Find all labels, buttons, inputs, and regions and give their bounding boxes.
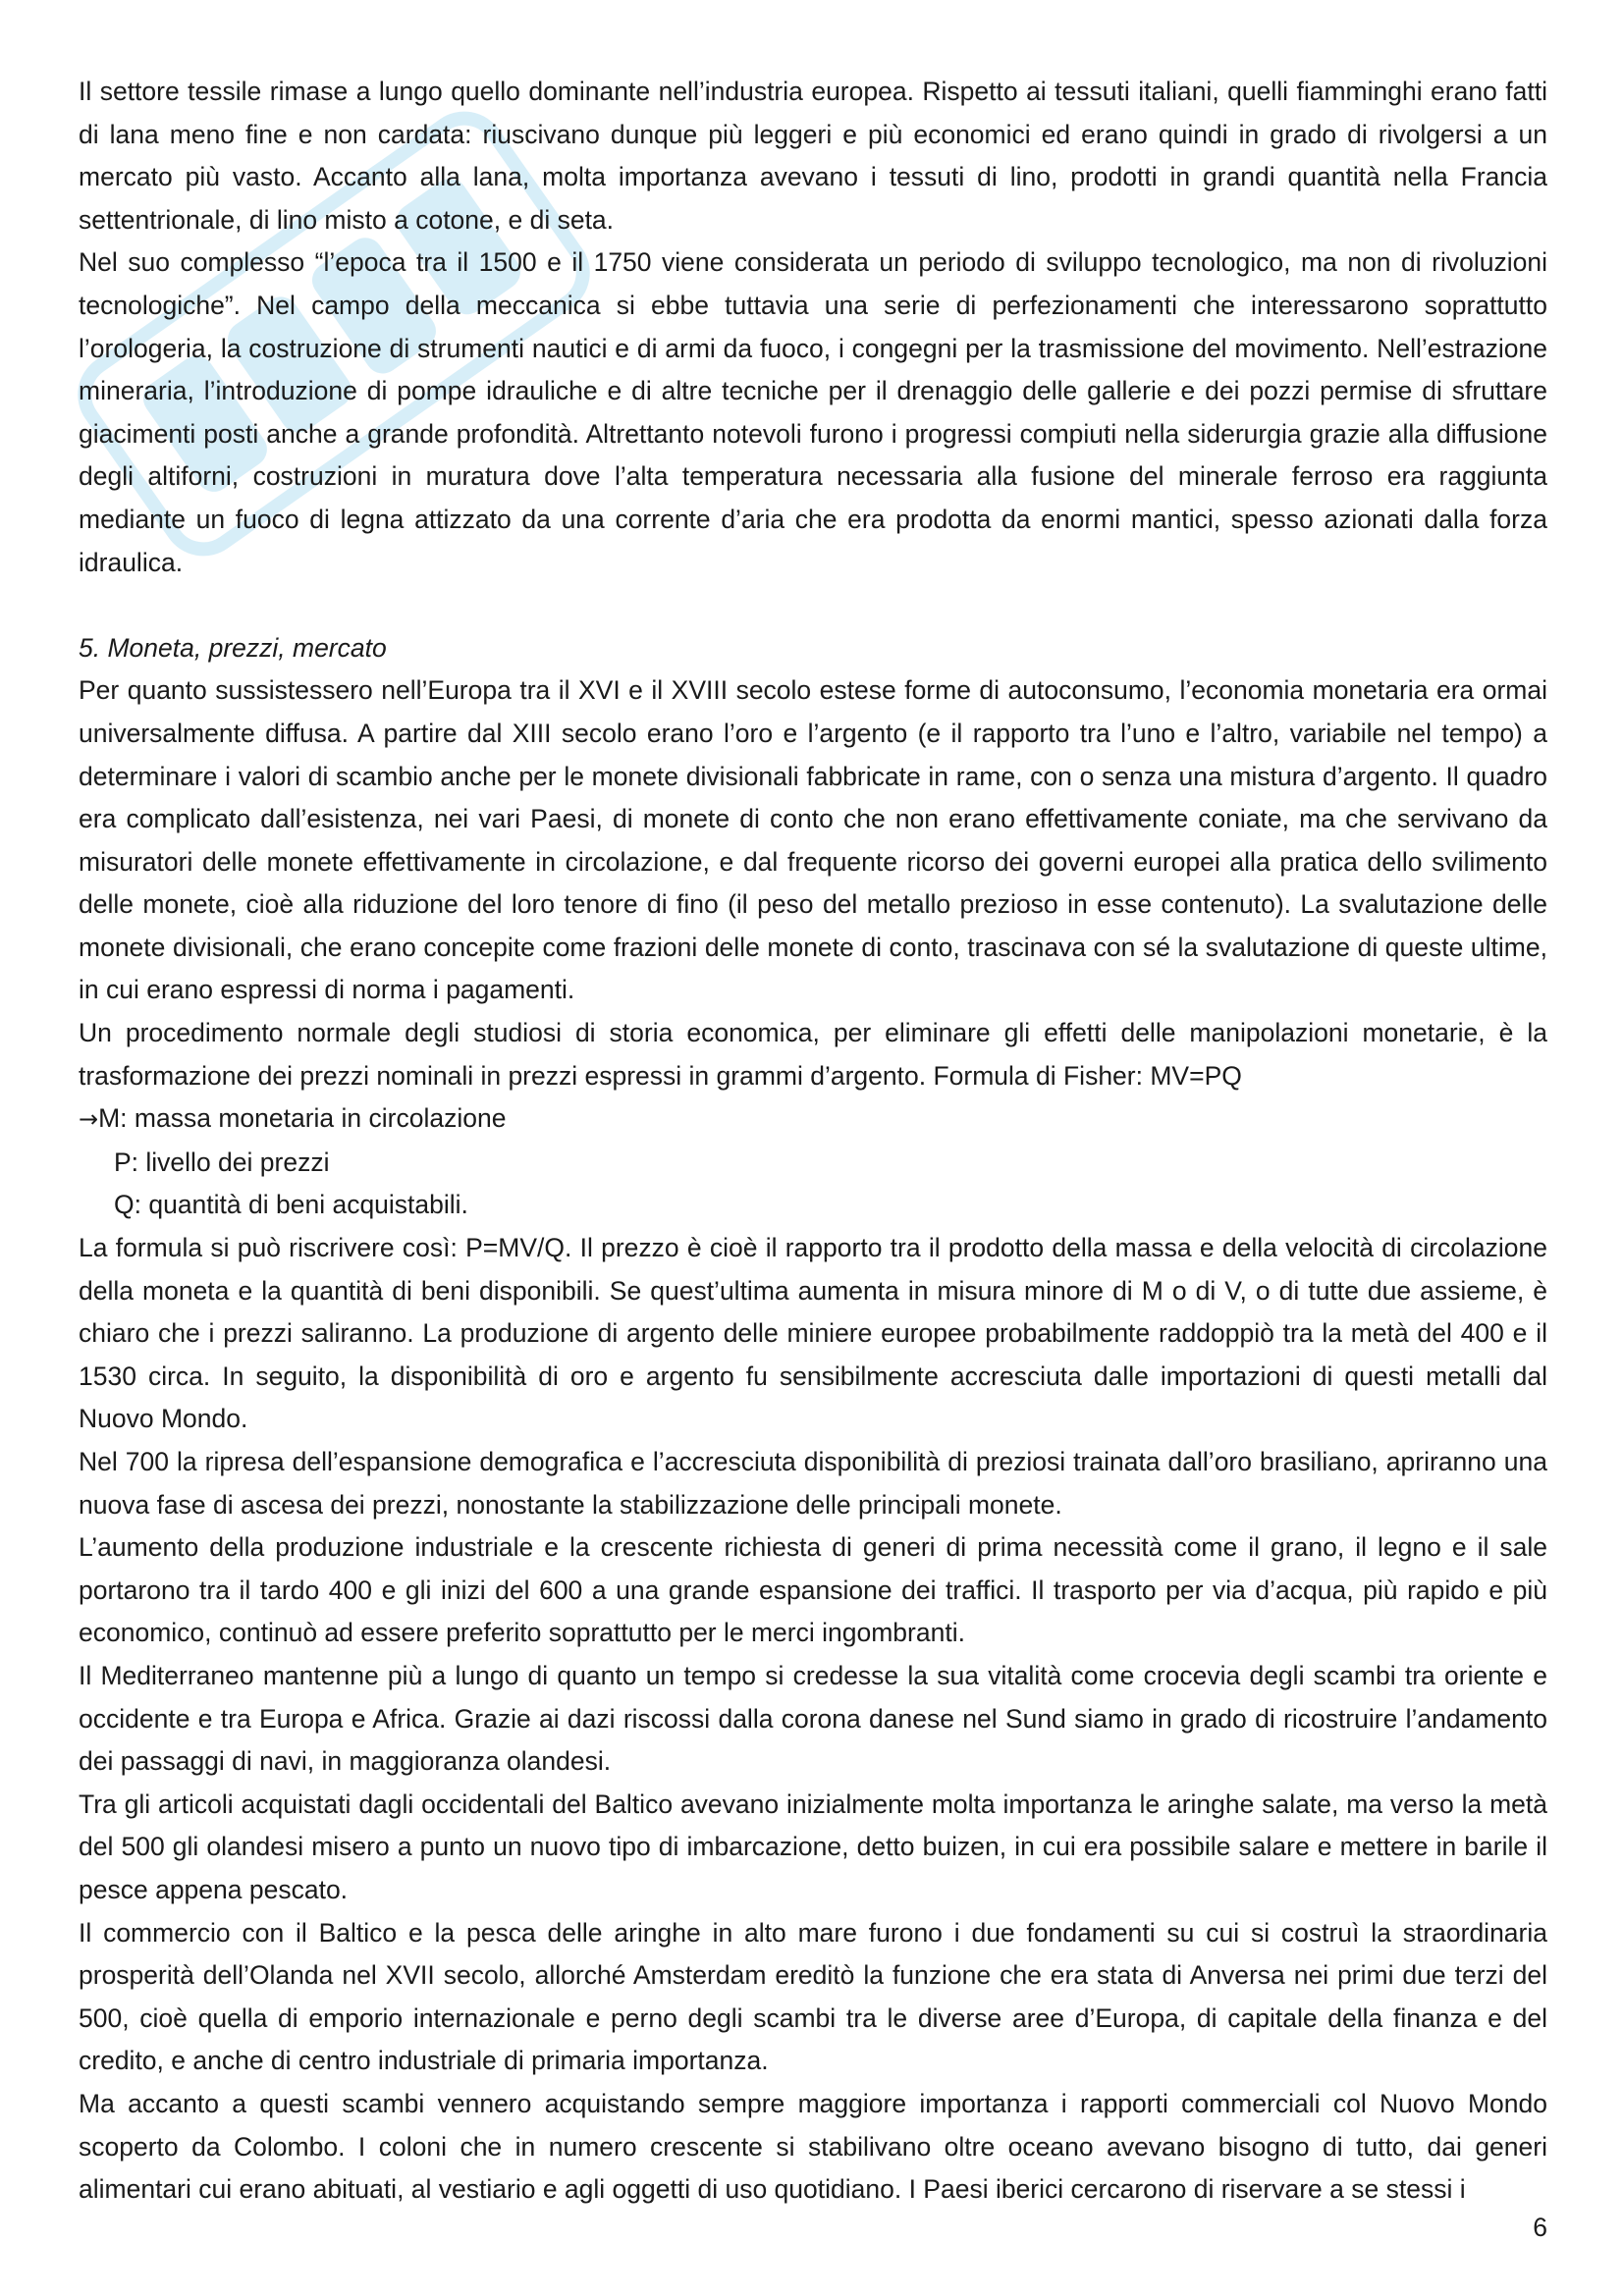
right-arrow-icon: → (79, 1105, 99, 1134)
document-body (79, 71, 1547, 2212)
paragraph-new-world: Ma accanto a questi scambi vennero acquistando sempre maggiore importanza i rapporti commerciali col Nuovo Mondo scoperto da Colombo. I coloni che in numero crescente si stabilivano oltre oceano avevano bisogno di tutto, dai generi alimentari cui erano abituati, al vestiario e agli oggetti di uso quotidiano. I Paesi iberici cercarono di riservare a se stessi i (79, 2088, 1547, 2205)
section-heading: 5. Moneta, prezzi, mercato (79, 632, 387, 663)
paragraph-holland-prosperity: Il commercio con il Baltico e la pesca delle aringhe in alto mare furono i due fondamenti su cui si costruì la straordinaria prosperità dell’Olanda nel XVII secolo, allorché Amsterdam ereditò la funzione che era stata di Anversa nei primi due terzi del 500, cioè quella di emporio internazionale e perno degli scambi tra le diverse aree d’Europa, di capitale della finanza e del credito, e anche di centro industriale di primaria importanza. (79, 1917, 1547, 2076)
paragraph-textile-sector: Il settore tessile rimase a lungo quello dominante nell’industria europea. Rispetto ai tessuti italiani, quelli fiamminghi erano fatti di lana meno fine e non cardata: riuscivano dunque più leggeri e più economici ed erano quindi in grado di rivolgersi a un mercato più vasto. Accanto alla lana, molta importanza avevano i tessuti di lino, prodotti in grandi quantità nella Francia settentrionale, di lino misto a cotone, e di seta. (79, 77, 1547, 235)
paragraph-mediterranean: Il Mediterraneo mantenne più a lungo di quanto un tempo si credesse la sua vitalità come crocevia degli scambi tra oriente e occidente e tra Europa e Africa. Grazie ai dazi riscossi dalla corona danese nel Sund siamo in grado di ricostruire l’andamento dei passaggi di navi, in maggioranza olandesi. (79, 1660, 1547, 1777)
definition-q: Q: quantità di beni acquistabili. (114, 1190, 468, 1220)
definition-m-text: M: massa monetaria in circolazione (98, 1103, 507, 1134)
definition-p: P: livello dei prezzi (114, 1147, 330, 1177)
page-number: 6 (1533, 2213, 1547, 2242)
paragraph-monetary-economy: Per quanto sussistessero nell’Europa tra il XVI e il XVIII secolo estese forme di autoconsumo, l’economia monetaria era ormai universalmente diffusa. A partire dal XIII secolo erano l’oro e l’argento (e il rapporto tra l’uno e l’altro, variabile nel tempo) a determinare i valori di scambio anche per le monete divisionali fabbricate in rame, con o senza una mistura d’argento. Il quadro era complicato dall’esistenza, nei vari Paesi, di monete di conto che non erano effettivamente coniate, ma che servivano da misuratori delle monete effettivamente in circolazione, e dal frequente ricorso dei governi europei alla pratica dello svilimento delle monete, cioè alla riduzione del loro tenore di fino (il peso del metallo prezioso in esse contenuto). La svalutazione delle monete divisionali, che erano concepite come frazioni delle monete di conto, trascinava con sé la svalutazione di queste ultime, in cui erano espressi di norma i pagamenti. (79, 675, 1547, 1005)
paragraph-trade-expansion: L’aumento della produzione industriale e la crescente richiesta di generi di prima necessità come il grano, il legno e il sale portarono tra il tardo 400 e gli inizi del 600 a una grande espansione dei traffici. Il trasporto per via d’acqua, più rapido e più economico, continuò ad essere preferito soprattutto per le merci ingombranti. (79, 1532, 1547, 1648)
paragraph-formula-rewrite: La formula si può riscrivere così: P=MV/Q. Il prezzo è cioè il rapporto tra il prodotto della massa e della velocità di circolazione della moneta e la quantità di beni disponibili. Se quest’ultima aumenta in misura minore di M o di V, o di tutte due assieme, è chiaro che i prezzi saliranno. La produzione di argento delle miniere europee probabilmente raddoppiò tra la metà del 400 e il 1530 circa. In seguito, la disponibilità di oro e argento fu sensibilmente accresciuta dalle importazioni di questi metalli dal Nuovo Mondo. (79, 1233, 1547, 1434)
paragraph-700-prices: Nel 700 la ripresa dell’espansione demografica e l’accresciuta disponibilità di preziosi trainata dall’oro brasiliano, apriranno una nuova fase di ascesa dei prezzi, nonostante la stabilizzazione delle principali monete. (79, 1447, 1547, 1520)
definition-m (79, 1097, 1547, 1142)
blank-line (79, 584, 1547, 627)
paragraph-technology: Nel suo complesso “l’epoca tra il 1500 e il 1750 viene considerata un periodo di sviluppo tecnologico, ma non di rivoluzioni tecnologiche”. Nel campo della meccanica si ebbe tuttavia una serie di perfezionamenti che interessarono soprattutto l’orologeria, la costruzione di strumenti nautici e di armi da fuoco, i congegni per la trasmissione del movimento. Nell’estrazione mineraria, l’introduzione di pompe idrauliche e di altre tecniche per il drenaggio delle gallerie e dei pozzi permise di sfruttare giacimenti posti anche a grande profondità. Altrettanto notevoli furono i progressi compiuti nella siderurgia grazie alla diffusione degli altiforni, costruzioni in muratura dove l’alta temperatura necessaria alla fusione del minerale ferroso era raggiunta mediante un fuoco di legna attizzato da una corrente d’aria che era prodotta da enormi mantici, spesso azionati dalla forza idraulica. (79, 247, 1547, 577)
paragraph-fisher-formula: Un procedimento normale degli studiosi di storia economica, per eliminare gli effetti delle manipolazioni monetarie, è la trasformazione dei prezzi nominali in prezzi espressi in grammi d’argento. Formula di Fisher: MV=PQ (79, 1018, 1547, 1091)
paragraph-baltic-herring: Tra gli articoli acquistati dagli occidentali del Baltico avevano inizialmente molta importanza le aringhe salate, ma verso la metà del 500 gli olandesi misero a punto un nuovo tipo di imbarcazione, detto buizen, in cui era possibile salare e mettere in barile il pesce appena pescato. (79, 1789, 1547, 1904)
